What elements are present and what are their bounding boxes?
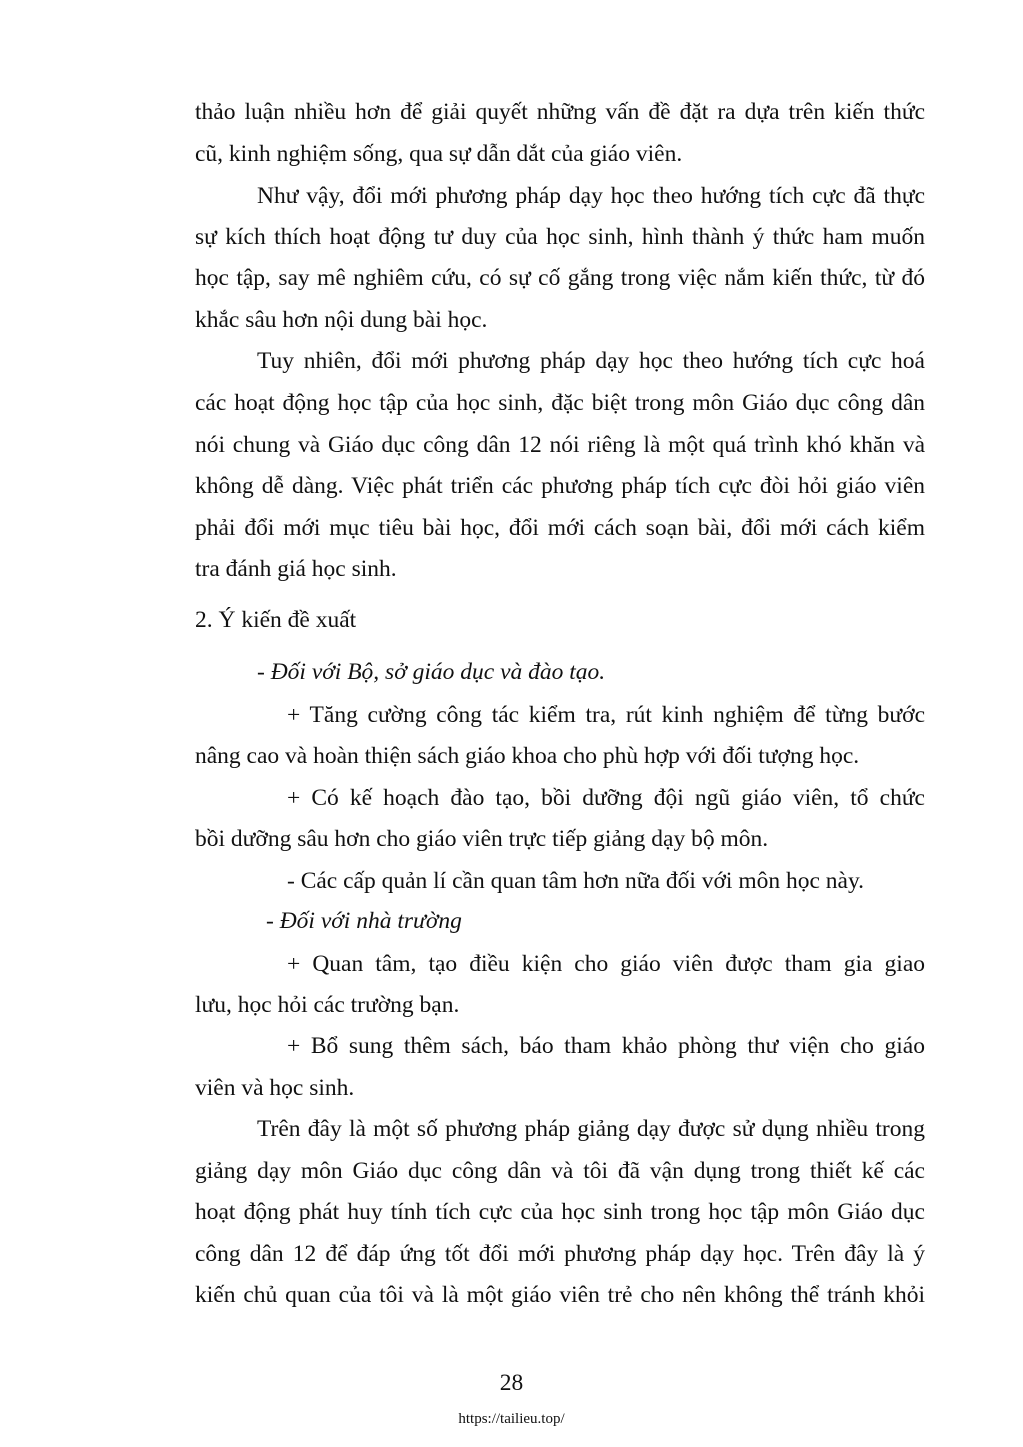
- text-line: giảng dạy môn Giáo dục công dân và tôi đã vận dụng trong thiết kế các: [195, 1158, 925, 1184]
- text-line: + Quan tâm, tạo điều kiện cho giáo viên được tham gia giao: [287, 951, 925, 977]
- text-line: phải đổi mới mục tiêu bài học, đổi mới cách soạn bài, đổi mới cách kiểm: [195, 515, 925, 541]
- text-line: lưu, học hỏi các trường bạn.: [195, 992, 460, 1018]
- text-line: Tuy nhiên, đổi mới phương pháp dạy học theo hướng tích cực hoá: [257, 348, 925, 374]
- text-line: - Các cấp quản lí cần quan tâm hơn nữa đối với môn học này.: [287, 868, 865, 894]
- footer-url[interactable]: https://tailieu.top/: [458, 1411, 565, 1427]
- page-number: 28: [499, 1370, 524, 1396]
- text-line: công dân 12 để đáp ứng tốt đổi mới phương pháp dạy học. Trên đây là ý: [195, 1241, 925, 1267]
- text-line: các hoạt động học tập của học sinh, đặc biệt trong môn Giáo dục công dân: [195, 390, 925, 416]
- text-line: nói chung và Giáo dục công dân 12 nói riêng là một quá trình khó khăn và: [195, 432, 925, 458]
- text-line: bồi dưỡng sâu hơn cho giáo viên trực tiếp giảng dạy bộ môn.: [195, 826, 769, 852]
- text-line: + Bổ sung thêm sách, báo tham khảo phòng thư viện cho giáo: [287, 1033, 925, 1059]
- text-line: sự kích thích hoạt động tư duy của học sinh, hình thành ý thức ham muốn: [195, 224, 925, 250]
- subheading: - Đối với nhà trường: [266, 908, 462, 934]
- text-line: tra đánh giá học sinh.: [195, 556, 397, 582]
- text-line: không dễ dàng. Việc phát triển các phương pháp tích cực đòi hỏi giáo viên: [195, 473, 925, 499]
- text-line: khắc sâu hơn nội dung bài học.: [195, 307, 488, 333]
- text-line: hoạt động phát huy tính tích cực của học sinh trong học tập môn Giáo dục: [195, 1199, 925, 1225]
- text-line: Như vậy, đổi mới phương pháp dạy học theo hướng tích cực đã thực: [257, 183, 925, 209]
- text-line: thảo luận nhiều hơn để giải quyết những vấn đề đặt ra dựa trên kiến thức: [195, 99, 925, 125]
- text-line: học tập, say mê nghiêm cứu, có sự cố gắng trong việc nắm kiến thức, từ đó: [195, 265, 925, 291]
- text-line: + Có kế hoạch đào tạo, bồi dưỡng đội ngũ giáo viên, tổ chức: [287, 785, 925, 811]
- text-line: viên và học sinh.: [195, 1075, 355, 1101]
- text-line: + Tăng cường công tác kiểm tra, rút kinh nghiệm để từng bước: [287, 702, 925, 728]
- subheading: - Đối với Bộ, sở giáo dục và đào tạo.: [257, 659, 606, 685]
- text-line: Trên đây là một số phương pháp giảng dạy được sử dụng nhiều trong: [257, 1116, 925, 1142]
- text-line: kiến chủ quan của tôi và là một giáo viên trẻ cho nên không thể tránh khỏi: [195, 1282, 925, 1308]
- section-heading: 2. Ý kiến đề xuất: [195, 607, 357, 633]
- text-line: nâng cao và hoàn thiện sách giáo khoa cho phù hợp với đối tượng học.: [195, 743, 860, 769]
- text-line: cũ, kinh nghiệm sống, qua sự dẫn dắt của giáo viên.: [195, 141, 683, 167]
